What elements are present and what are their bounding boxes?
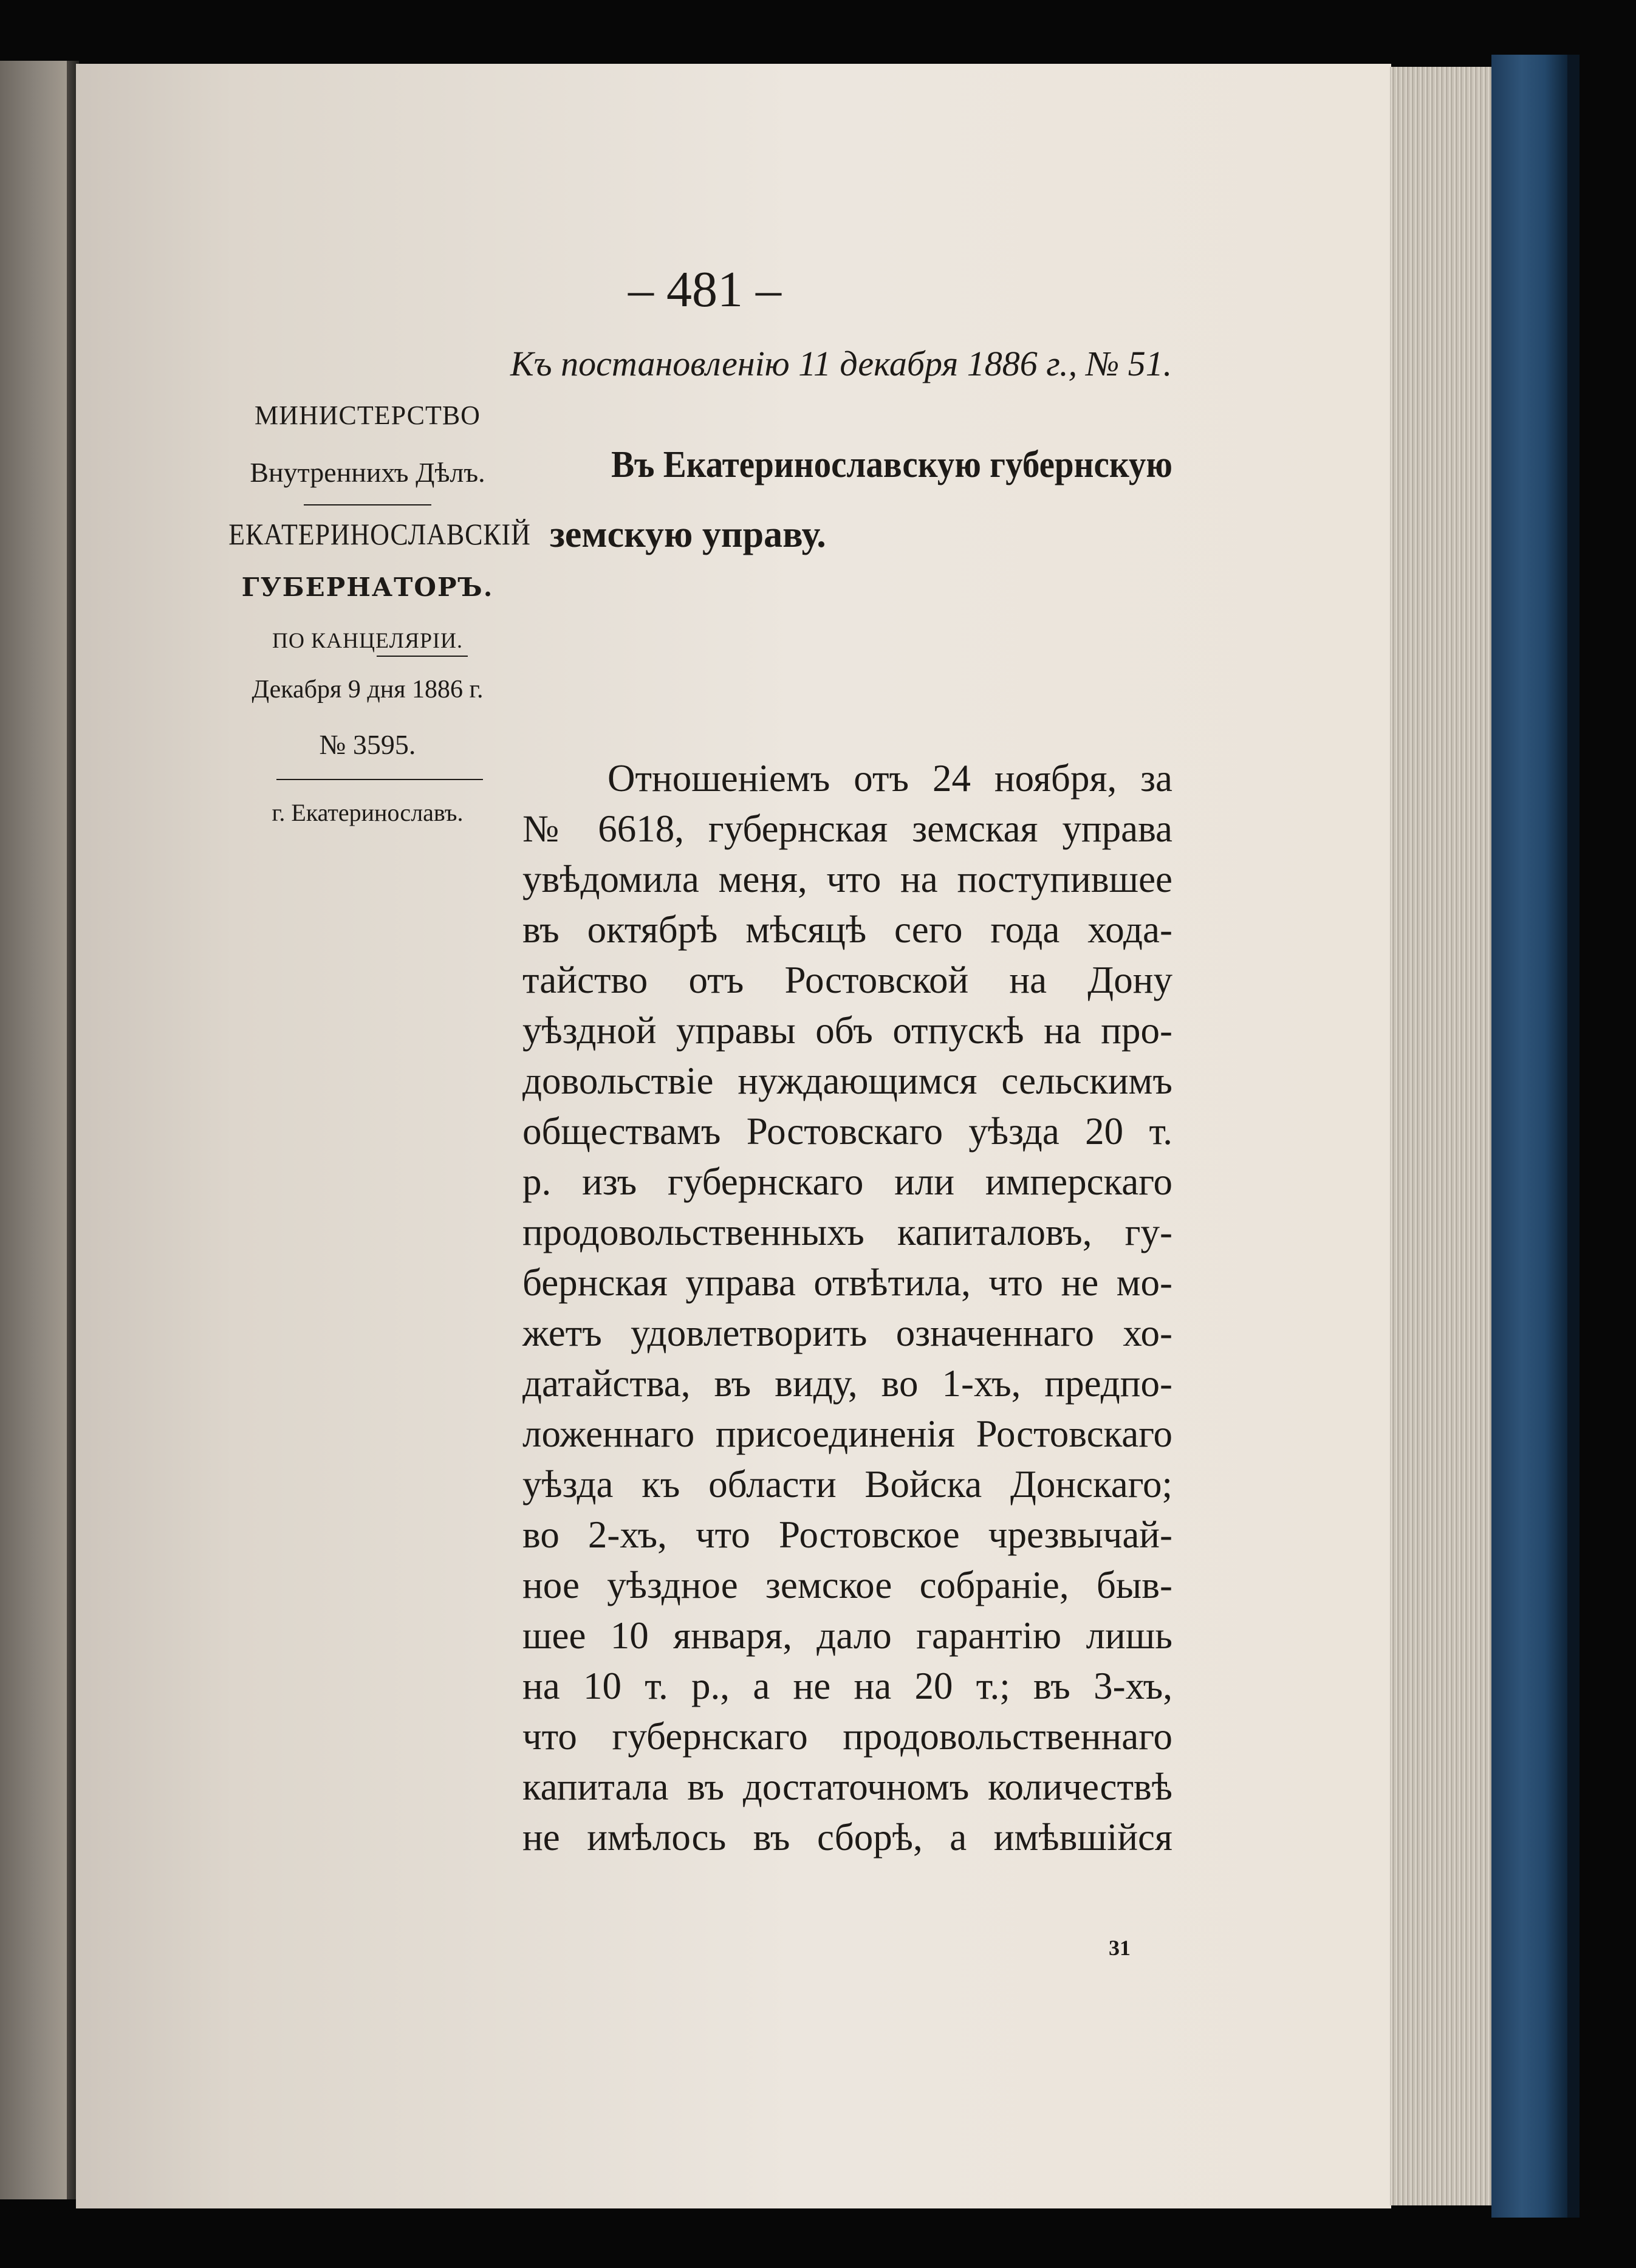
body-line: капитала въ достаточномъ количествѣ [522,1766,1172,1808]
margin-number: № 3595. [319,729,416,760]
margin-ekaterinoslav: ЕКАТЕРИНОСЛАВСКІЙ [228,517,531,551]
margin-divider [304,504,431,505]
margin-header [210,389,531,827]
addressee [550,444,1172,557]
margin-chancellery: ПО КАНЦЕЛЯРІИ. [272,628,463,653]
body-line: уѣзда къ области Войска Донскаго; [522,1463,1172,1506]
margin-divider-2 [276,779,483,780]
addressee-line-2: земскую управу. [550,514,826,555]
left-page-edge [0,61,67,2199]
cover-edge [1567,55,1580,2218]
body-line: уѣздной управы объ отпускѣ на про- [522,1009,1172,1052]
margin-date: Декабря 9 дня 1886 г. [252,676,484,704]
reference-line: Къ постановленію 11 декабря 1886 г., № 51. [510,344,1172,383]
body-line: во 2-хъ, что Ростовское чрезвычай- [522,1513,1172,1556]
body-text [522,753,1172,1863]
body-line: продовольственныхъ капиталовъ, гу- [522,1211,1172,1253]
addressee-line-1: Въ Екатеринославскую губернскую [611,444,1172,485]
body-line: № 6618, губернская земская управа [522,807,1172,850]
margin-ministry: МИНИСТЕРСТВО [255,400,481,430]
margin-city: г. Екатеринославъ. [272,799,464,826]
body-line: что губернскаго продовольственнаго [522,1715,1172,1758]
body-line: шее 10 января, дало гарантію лишь [522,1614,1172,1657]
body-line: довольствіе нуждающимся сельскимъ [522,1060,1172,1102]
body-line: датайства, въ виду, во 1-хъ, предпо- [522,1362,1172,1405]
body-line: ное уѣздное земское собраніе, быв- [522,1564,1172,1606]
body-line: увѣдомила меня, что на поступившее [522,858,1172,900]
body-line: обществамъ Ростовскаго уѣзда 20 т. [522,1110,1172,1153]
body-line: въ октябрѣ мѣсяцѣ сего года хода- [522,908,1172,951]
page-block-edges [1390,67,1493,2205]
margin-inner-affairs: Внутреннихъ Дѣлъ. [250,457,485,488]
margin-governor: ГУБЕРНАТОРЪ. [241,572,494,602]
body-line: бернская управа отвѣтила, что не мо- [522,1261,1172,1304]
page-number: – 481 – [628,261,781,318]
body-line: Отношеніемъ отъ 24 ноября, за [608,757,1172,800]
body-line: ложеннаго присоединенія Ростовскаго [522,1413,1172,1455]
body-line: тайство отъ Ростовской на Дону [522,959,1172,1001]
margin-underline [377,656,468,657]
body-line: на 10 т. р., а не на 20 т.; въ 3-хъ, [522,1665,1172,1707]
body-line: не имѣлось въ сборѣ, а имѣвшійся [522,1816,1172,1859]
book-cover [1491,55,1567,2218]
body-line: жетъ удовлетворить означеннаго хо- [522,1312,1172,1354]
printer-signature-mark: 31 [1109,1936,1131,1960]
body-line: р. изъ губернскаго или имперскаго [522,1160,1172,1203]
